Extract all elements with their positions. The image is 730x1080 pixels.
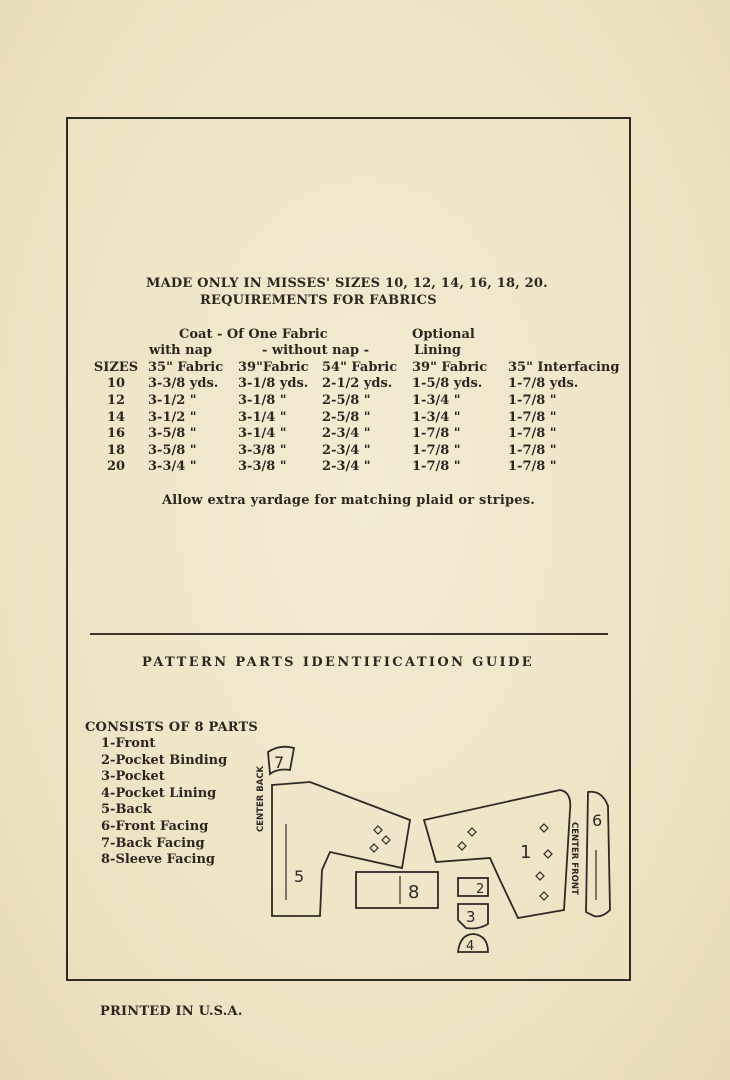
fabric-requirements-table [84, 359, 619, 475]
cell-size: 14 [106, 409, 126, 425]
piece-5-back [256, 765, 410, 916]
cell-fabric-35: 3-1/2 " [148, 409, 197, 425]
piece-7-back-facing [268, 747, 294, 774]
cell-fabric-39: 3-1/4 " [238, 409, 287, 425]
col-35-fabric: 35" Fabric [148, 359, 224, 375]
cell-fabric-35: 3-3/4 " [148, 459, 197, 475]
table-row [84, 409, 619, 426]
cell-fabric-39: 3-3/8 " [238, 442, 287, 458]
piece-label-2: 2 [476, 882, 485, 897]
table-row [84, 376, 619, 393]
parts-count: CONSISTS OF 8 PARTS [85, 720, 259, 735]
piece-4-pocket-lining [458, 934, 488, 954]
col-35-interfacing: 35" Interfacing [508, 359, 620, 375]
pattern-pieces-diagram [250, 740, 620, 960]
cell-interfacing-35: 1-7/8 yds. [508, 376, 579, 392]
table-row [84, 392, 619, 409]
table-header-row [84, 359, 619, 376]
col-54-fabric: 54" Fabric [322, 359, 398, 375]
part-item: 8-Sleeve Facing [101, 852, 215, 868]
cell-fabric-39: 3-1/4 " [238, 426, 287, 442]
part-item: 4-Pocket Lining [101, 785, 217, 801]
table-row [84, 425, 619, 442]
cell-fabric-54: 2-5/8 " [322, 409, 371, 425]
lining-header: Lining [414, 343, 462, 358]
piece-label-8: 8 [408, 882, 420, 903]
cell-lining-39: 1-7/8 " [412, 459, 461, 475]
cell-fabric-39: 3-1/8 " [238, 392, 287, 408]
piece-label-1: 1 [520, 842, 532, 863]
piece-label-4: 4 [466, 939, 475, 954]
table-row [84, 442, 619, 459]
piece-2-pocket-binding [458, 878, 488, 897]
cell-lining-39: 1-3/4 " [412, 392, 461, 408]
optional-header: Optional [412, 327, 475, 342]
center-front-label: CENTER FRONT [569, 822, 579, 895]
cell-fabric-39: 3-1/8 yds. [238, 376, 309, 392]
col-39-fabric: 39"Fabric [238, 359, 309, 375]
part-item: 7-Back Facing [101, 835, 205, 851]
piece-8-sleeve-facing [356, 872, 438, 908]
cell-lining-39: 1-3/4 " [412, 409, 461, 425]
cell-interfacing-35: 1-7/8 " [508, 409, 557, 425]
cell-lining-39: 1-5/8 yds. [412, 376, 483, 392]
without-nap-header: - without nap - [262, 343, 370, 358]
center-back-label: CENTER BACK [256, 765, 266, 832]
col-39-lining: 39" Fabric [412, 359, 488, 375]
piece-label-7: 7 [274, 753, 285, 772]
parts-list [101, 736, 227, 869]
cell-fabric-35: 3-1/2 " [148, 392, 197, 408]
cell-fabric-54: 2-5/8 " [322, 392, 371, 408]
part-item: 5-Back [101, 802, 152, 818]
cell-fabric-54: 2-1/2 yds. [322, 376, 393, 392]
piece-label-6: 6 [592, 811, 603, 830]
cell-interfacing-35: 1-7/8 " [508, 459, 557, 475]
cell-fabric-35: 3-5/8 " [148, 426, 197, 442]
cell-fabric-35: 3-5/8 " [148, 442, 197, 458]
cell-size: 16 [106, 426, 126, 442]
cell-fabric-54: 2-3/4 " [322, 459, 371, 475]
cell-size: 10 [106, 376, 126, 392]
cell-fabric-54: 2-3/4 " [322, 442, 371, 458]
part-item: 2-Pocket Binding [101, 752, 228, 768]
coat-header: Coat - Of One Fabric [179, 327, 328, 342]
cell-lining-39: 1-7/8 " [412, 442, 461, 458]
table-row [84, 459, 619, 476]
col-sizes: SIZES [93, 359, 139, 375]
cell-interfacing-35: 1-7/8 " [508, 442, 557, 458]
cell-size: 12 [106, 392, 126, 408]
part-item: 1-Front [101, 736, 156, 751]
sizes-heading: MADE ONLY IN MISSES' SIZES 10, 12, 14, 16, 18, 20. [146, 276, 548, 291]
cell-interfacing-35: 1-7/8 " [508, 392, 557, 408]
cell-fabric-35: 3-3/8 yds. [148, 376, 219, 392]
piece-label-5: 5 [294, 867, 305, 886]
cell-fabric-54: 2-3/4 " [322, 426, 371, 442]
requirements-heading: REQUIREMENTS FOR FABRICS [200, 293, 437, 308]
cell-size: 18 [106, 442, 126, 458]
with-nap-header: with nap [149, 343, 213, 358]
section-divider [90, 633, 608, 635]
cell-size: 20 [106, 459, 126, 475]
part-item: 3-Pocket [101, 769, 165, 785]
piece-1-front [424, 790, 579, 918]
guide-title: PATTERN PARTS IDENTIFICATION GUIDE [142, 655, 535, 670]
piece-6-front-facing [586, 792, 610, 917]
cell-fabric-39: 3-3/8 " [238, 459, 287, 475]
cell-lining-39: 1-7/8 " [412, 426, 461, 442]
piece-label-3: 3 [466, 908, 476, 926]
printed-in-usa: PRINTED IN U.S.A. [100, 1004, 243, 1019]
part-item: 6-Front Facing [101, 818, 209, 834]
plaid-note: Allow extra yardage for matching plaid or stripes. [162, 493, 535, 508]
cell-interfacing-35: 1-7/8 " [508, 426, 557, 442]
piece-3-pocket [458, 904, 488, 929]
